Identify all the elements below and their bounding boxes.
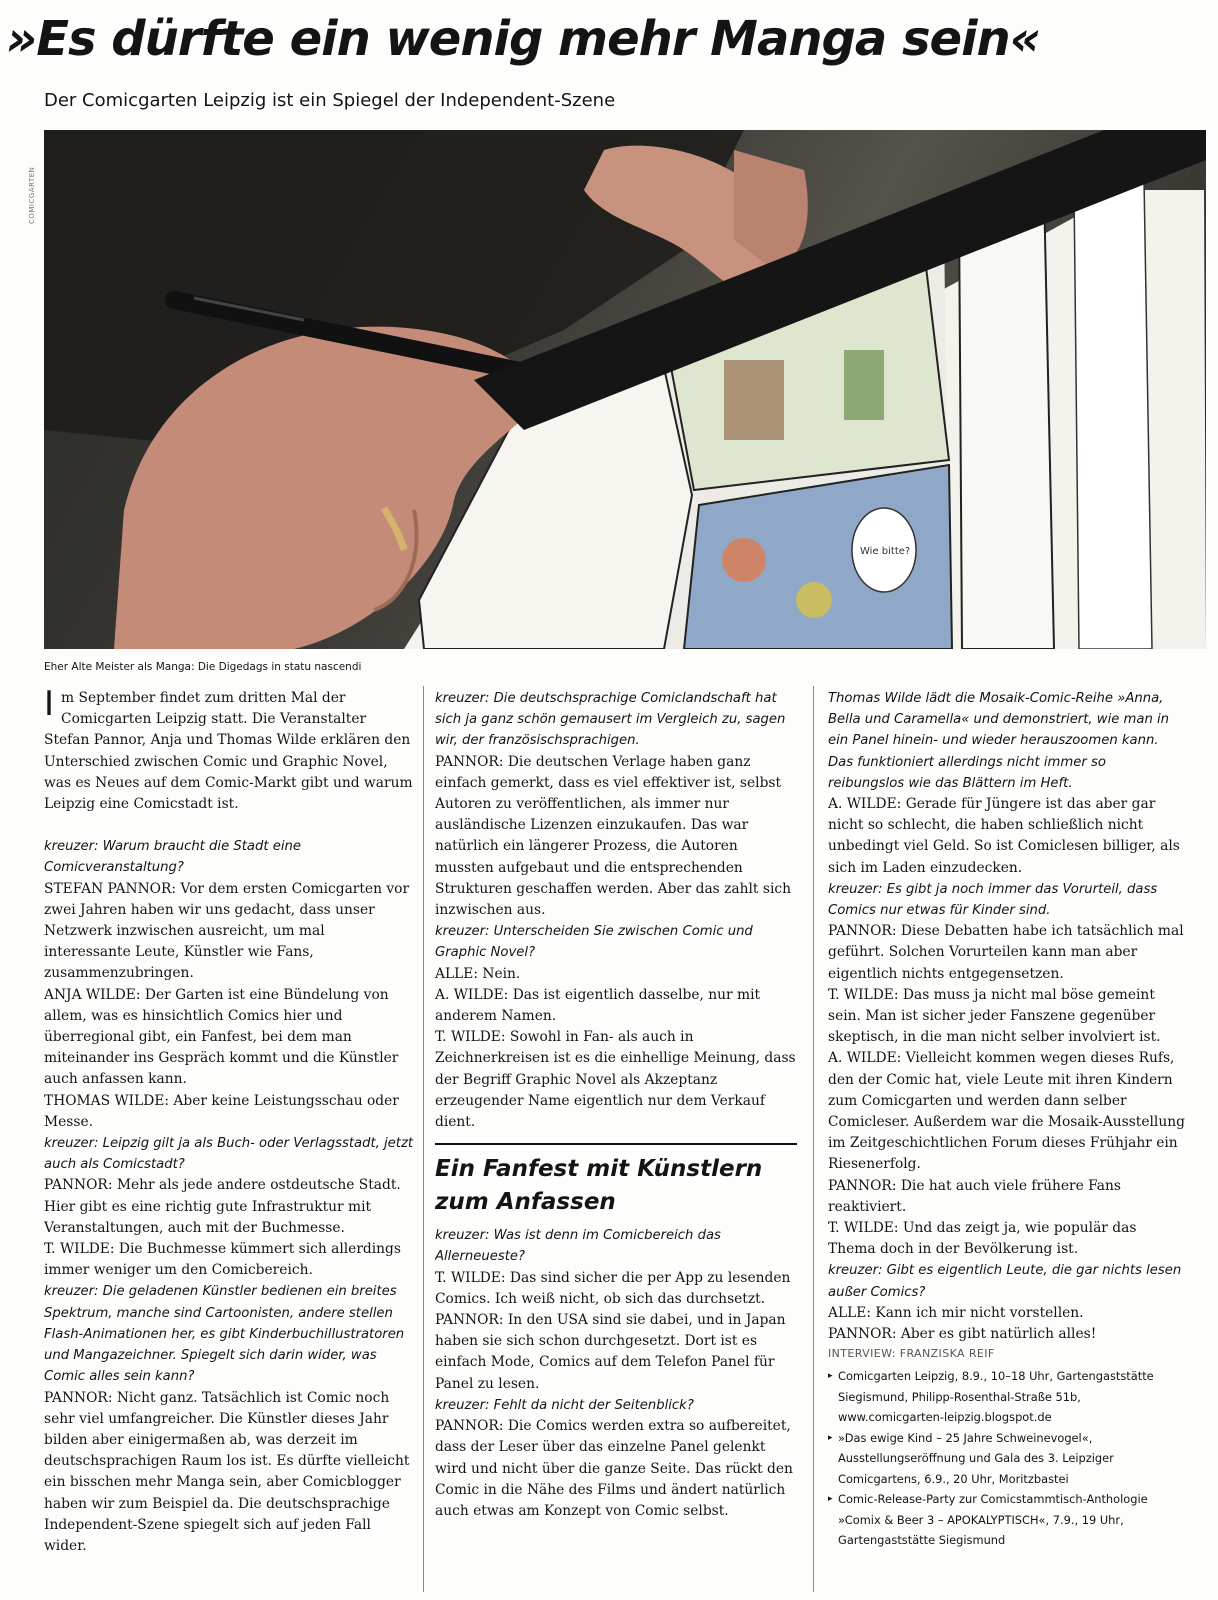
drop-cap: I — [44, 688, 55, 724]
event-info-item — [828, 1489, 1186, 1551]
event-info-text: Comic-Release-Party zur Comicstammtisch-Anthologie »Comix & Beer 3 – APOKALYPTISCH«, 7.9., 19 Uhr, Gartengaststätte Siegismund — [838, 1492, 1148, 1548]
article-intro — [44, 688, 414, 815]
interview-question: kreuzer: Was ist denn im Comicbereich das Allerneueste? — [435, 1228, 721, 1265]
interview-answer: PANNOR: Die Comics werden extra so aufbereitet, dass der Leser über das einzelne Panel gelenkt wird und nicht über die ganze Seite. Das rückt den Comic in die Nähe des Films und ändert natürlich auch etwas am Konzept von Comic selbst. — [435, 1418, 793, 1519]
interview-block-3 — [435, 1225, 800, 1522]
section-heading: Ein Fanfest mit Künstlern zum Anfassen — [435, 1156, 763, 1216]
article-column-3 — [828, 688, 1186, 1593]
interview-answer: ALLE: Kann ich mir nicht vorstellen. — [828, 1304, 1084, 1321]
interview-question: kreuzer: Die geladenen Künstler bedienen ein breites Spektrum, manche sind Cartoonisten, andere stellen Flash-Animationen her, es gibt Kinderbuchillustratoren und Mangazeichner. Spiegelt sich darin wider, was Comic alles sein kann? — [44, 1284, 405, 1385]
photo-illustration — [44, 130, 1206, 649]
event-info-text: Comicgarten Leipzig, 8.9., 10–18 Uhr, Gartengaststätte Siegismund, Philipp-Rosenthal-Straße 51b, www.comicgarten-leipzig.blogspot.de — [838, 1369, 1154, 1425]
bullet-icon: ▸ — [828, 1371, 833, 1382]
interview-answer: PANNOR: Nicht ganz. Tatsächlich ist Comic noch sehr viel umfangreicher. Die Künstler dieses Jahr bilden aber einigermaßen ab, was derzeit im deutschsprachigen Raum los ist. Es dürfte vielleicht ein bisschen mehr Manga sein, aber Comicblogger haben wir zum Beispiel da. Die deutschsprachige Independent-Szene spiegelt sich auf jeden Fall wider. — [44, 1389, 410, 1554]
column-rule-1 — [423, 686, 424, 1592]
interview-answer: T. WILDE: Und das zeigt ja, wie populär das Thema doch in der Bevölkerung ist. — [828, 1220, 1137, 1258]
bullet-icon: ▸ — [828, 1432, 833, 1443]
interview-answer: A. WILDE: Vielleicht kommen wegen dieses Rufs, den der Comic hat, viele Leute mit ihren Kindern zum Comicgarten und werden dann selber Comicleser. Außerdem war die Mosaik-Ausstellung im Zeitgeschichtlichen Forum dieses Frühjahr ein Riesenerfolg. — [828, 1050, 1185, 1173]
event-info-box — [828, 1366, 1186, 1551]
interview-block-1 — [44, 836, 414, 1557]
interview-answer: PANNOR: Mehr als jede andere ostdeutsche Stadt. Hier gibt es eine richtig gute Infrastruktur mit Veranstaltungen, auch mit der Buchmesse. — [44, 1177, 401, 1236]
headline: »Es dürfte ein wenig mehr Manga sein« — [6, 11, 1040, 67]
interview-question: kreuzer: Fehlt da nicht der Seitenblick? — [435, 1397, 694, 1413]
interview-answer: T. WILDE: Sowohl in Fan- als auch in Zeichnerkreisen ist es die einhellige Meinung, dass der Begriff Graphic Novel als Akzeptanz erzeugender Name eigentlich nur dem Verkauf dient. — [435, 1029, 796, 1131]
intro-text: m September findet zum dritten Mal der Comicgarten Leipzig statt. Die Veranstalter Stefan Pannor, Anja und Thomas Wilde erklären den Unterschied zwischen Comic und Graphic Novel, was es Neues auf dem Comic-Markt gibt und warum Leipzig eine Comicstadt ist. — [44, 690, 413, 813]
interview-block-4 — [828, 688, 1186, 1345]
panel-balloon-text: Wie bitte? — [860, 546, 911, 557]
interview-byline: INTERVIEW: FRANZISKA REIF — [828, 1347, 995, 1361]
interview-answer: ANJA WILDE: Der Garten ist eine Bündelung von allem, was es hinsichtlich Comics hier und überregional gibt, ein Fanfest, bei dem man miteinander ins Gespräch kommt und die Künstler auch anfassen kann. — [44, 986, 399, 1088]
event-info-text: »Das ewige Kind – 25 Jahre Schweinevogel«, Ausstellungseröffnung und Gala des 3. Leipziger Comicgartens, 6.9., 20 Uhr, Moritzbastei — [838, 1430, 1114, 1486]
interview-block-2 — [435, 688, 800, 1133]
interview-answer: PANNOR: Aber es gibt natürlich alles! — [828, 1326, 1097, 1343]
interview-question: kreuzer: Die deutschsprachige Comiclandschaft hat sich ja ganz schön gemausert im Vergleich zu, sagen wir, der französischsprachigen. — [435, 691, 786, 749]
interview-answer: A. WILDE: Das ist eigentlich dasselbe, nur mit anderem Namen. — [435, 986, 761, 1025]
article-column-2 — [435, 688, 800, 1593]
interview-question: kreuzer: Leipzig gilt ja als Buch- oder Verlagsstadt, jetzt auch als Comicstadt? — [44, 1136, 414, 1173]
photo-caption: Eher Alte Meister als Manga: Die Digedags in statu nascendi — [44, 661, 362, 673]
photo-credit: COMICGARTEN — [28, 166, 36, 224]
article-photo — [44, 130, 1206, 649]
interview-question: kreuzer: Es gibt ja noch immer das Vorurteil, dass Comics nur etwas für Kinder sind. — [828, 881, 1158, 919]
interview-question: kreuzer: Gibt es eigentlich Leute, die gar nichts lesen außer Comics? — [828, 1263, 1182, 1300]
interview-answer: PANNOR: Diese Debatten habe ich tatsächlich mal geführt. Solchen Vorurteilen kann man aber eigentlich nichts entgegensetzen. — [828, 923, 1184, 982]
interview-answer: T. WILDE: Die Buchmesse kümmert sich allerdings immer weniger um den Comicbereich. — [44, 1241, 401, 1279]
event-info-item — [828, 1428, 1186, 1490]
interview-answer: T. WILDE: Das muss ja nicht mal böse gemeint sein. Man ist sicher jeder Fanszene gegenüber skeptisch, in die man nicht selber involviert ist. — [828, 986, 1161, 1046]
interview-answer: PANNOR: In den USA sind sie dabei, und in Japan haben sie sich schon durchgesetzt. Dort ist es einfach Mode, Comics auf dem Telefon Panel für Panel zu lesen. — [435, 1312, 786, 1392]
interview-question: Thomas Wilde lädt die Mosaik-Comic-Reihe »Anna, Bella und Caramella« und demonstriert, wie man in ein Panel hinein- und wieder herauszoomen kann. Das funktioniert allerdings nicht immer so reibungslos wie das Blättern im Heft. — [828, 691, 1170, 791]
interview-answer: THOMAS WILDE: Aber keine Leistungsschau oder Messe. — [44, 1092, 399, 1130]
interview-answer: PANNOR: Die deutschen Verlage haben ganz einfach gemerkt, dass es viel effektiver ist, selbst Autoren zu veröffentlichen, als immer nur ausländische Lizenzen einzukaufen. Das war natürlich ein längerer Prozess, die Autoren mussten aufgebaut und die entsprechenden Strukturen geschaffen werden. Aber das zahlt sich inzwischen aus. — [435, 753, 791, 919]
interview-answer: STEFAN PANNOR: Vor dem ersten Comicgarten vor zwei Jahren haben wir uns gedacht, dass unser Netzwerk inzwischen ausreicht, um mal interessante Leute, Künstler wie Fans, zusammenzubringen. — [44, 880, 410, 982]
column-rule-2 — [813, 686, 814, 1592]
bullet-icon: ▸ — [828, 1494, 833, 1505]
section-rule — [435, 1143, 797, 1145]
event-info-item — [828, 1366, 1186, 1428]
article-column-1 — [44, 688, 414, 1593]
interview-answer: T. WILDE: Das sind sicher die per App zu lesenden Comics. Ich weiß nicht, ob sich das durchsetzt. — [435, 1269, 791, 1307]
interview-answer: PANNOR: Die hat auch viele frühere Fans reaktiviert. — [828, 1177, 1121, 1215]
subtitle: Der Comicgarten Leipzig ist ein Spiegel der Independent-Szene — [44, 90, 616, 111]
interview-answer: A. WILDE: Gerade für Jüngere ist das aber gar nicht so schlecht, die haben schließlich nicht unbedingt viel Geld. So ist Comiclesen billiger, als sich im Laden einzudecken. — [828, 796, 1180, 876]
interview-question: kreuzer: Warum braucht die Stadt eine Comicveranstaltung? — [44, 839, 301, 876]
interview-question: kreuzer: Unterscheiden Sie zwischen Comic und Graphic Novel? — [435, 924, 753, 961]
interview-answer: ALLE: Nein. — [435, 965, 521, 982]
